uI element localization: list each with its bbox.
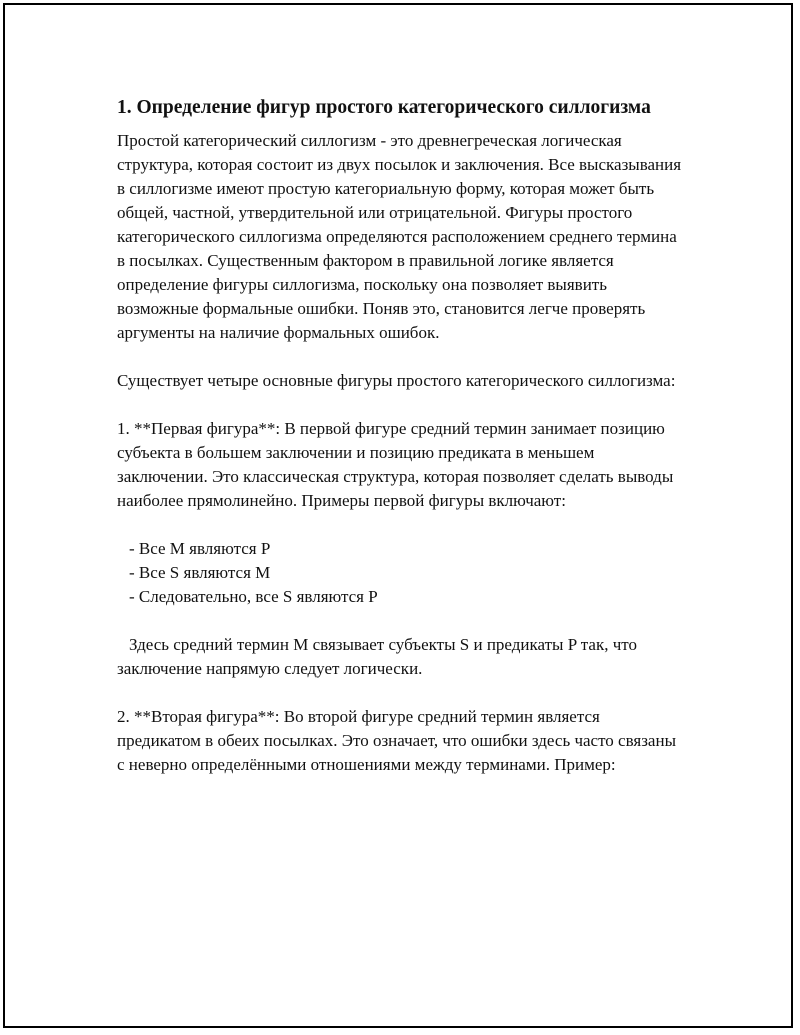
spacer <box>117 681 687 705</box>
spacer <box>117 609 687 633</box>
spacer <box>117 393 687 417</box>
figure1-paragraph: 1. **Первая фигура**: В первой фигуре средний термин занимает позицию субъекта в большем заключении и позицию предиката в меньшем заключении. Это классическая структура, которая позволяет сделать выводы наиболее прямолинейно. Примеры первой фигуры включают: <box>117 419 674 510</box>
spacer <box>117 513 687 537</box>
figures-intro-paragraph: Существует четыре основные фигуры простого категорического силлогизма: <box>117 371 676 390</box>
spacer <box>117 345 687 369</box>
figure1-note-paragraph: Здесь средний термин M связывает субъекты S и предикаты P так, что заключение напрямую следует логически. <box>117 635 637 678</box>
figure2-paragraph: 2. **Вторая фигура**: Во второй фигуре средний термин является предикатом в обеих посылках. Это означает, что ошибки здесь часто связаны с неверно определёнными отношениями между терминами. Пример: <box>117 707 676 774</box>
intro-paragraph: Простой категорический силлогизм - это древнегреческая логическая структура, которая состоит из двух посылок и заключения. Все высказывания в силлогизме имеют простую категориальную форму, которая может быть общей, частной, утвердительной или отрицательной. Фигуры простого категорического силлогизма определяются расположением среднего термина в посылках. Существенным фактором в правильной логике является определение фигуры силлогизма, поскольку она позволяет выявить возможные формальные ошибки. Поняв это, становится легче проверять аргументы на наличие формальных ошибок. <box>117 131 682 342</box>
example-item: - Следовательно, все S являются P <box>129 587 378 606</box>
example-item: - Все M являются P <box>129 539 271 558</box>
example-item: - Все S являются M <box>129 563 271 582</box>
document-body <box>117 94 687 777</box>
figure1-examples-list <box>117 537 687 609</box>
section-heading: 1. Определение фигур простого категорического силлогизма <box>117 97 651 118</box>
